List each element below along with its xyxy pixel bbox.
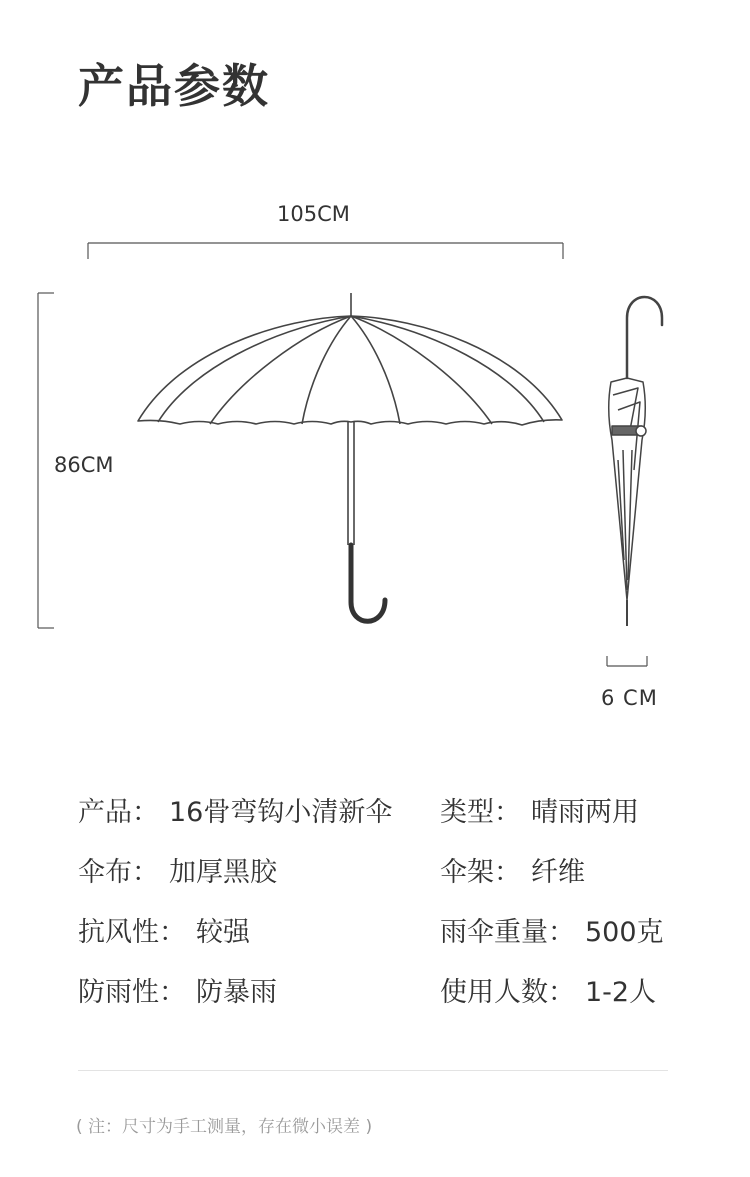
- open-umbrella-icon: [138, 293, 562, 545]
- width-label: 105CM: [277, 202, 350, 226]
- spec-frame: [440, 850, 585, 889]
- height-label: 86CM: [54, 453, 114, 477]
- measurement-note: ( 注：尺寸为手工测量，存在微小误差 ): [76, 1117, 373, 1137]
- closed-diameter-label: 6 CM: [601, 686, 658, 710]
- spec-value: 纤维: [531, 857, 585, 888]
- divider: [78, 1070, 668, 1071]
- spec-users: [440, 970, 656, 1009]
- spec-value: 1-2人: [585, 977, 657, 1008]
- spec-label: 产品：: [78, 797, 159, 828]
- umbrella-handle-icon: [351, 545, 385, 621]
- spec-type: [440, 790, 639, 829]
- width-dimension-line: [88, 243, 563, 259]
- closed-dimension-line: [607, 656, 647, 666]
- spec-label: 防雨性：: [78, 977, 186, 1008]
- spec-label: 伞架：: [440, 857, 521, 888]
- spec-weight: [440, 910, 664, 949]
- spec-label: 雨伞重量：: [440, 917, 575, 948]
- spec-label: 使用人数：: [440, 977, 575, 1008]
- closed-umbrella-icon: [609, 297, 662, 626]
- spec-wind-resistance: [78, 910, 250, 949]
- spec-fabric: [78, 850, 277, 889]
- spec-value: 防暴雨: [196, 977, 277, 1008]
- spec-value: 16骨弯钩小清新伞: [169, 797, 393, 828]
- height-dimension-line: [38, 293, 54, 628]
- spec-label: 伞布：: [78, 857, 159, 888]
- spec-label: 类型：: [440, 797, 521, 828]
- spec-value: 加厚黑胶: [169, 857, 277, 888]
- spec-label: 抗风性：: [78, 917, 186, 948]
- spec-rain-resistance: [78, 970, 277, 1009]
- spec-value: 500克: [585, 917, 664, 948]
- spec-value: 晴雨两用: [531, 797, 639, 828]
- page-title: 产品参数: [78, 59, 270, 113]
- spec-product: [78, 790, 392, 829]
- spec-value: 较强: [196, 917, 250, 948]
